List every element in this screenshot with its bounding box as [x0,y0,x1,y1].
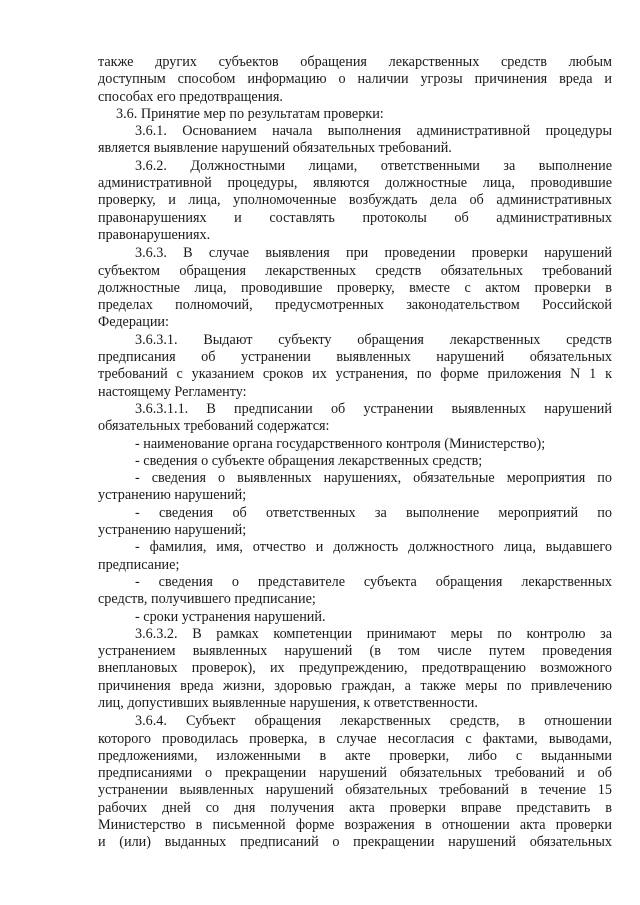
list-item: - сведения о представителе субъекта обращения лекарственных [135,573,612,590]
paragraph-start: 3.6.3.2. В рамках компетенции принимают меры по контролю за [135,625,612,642]
text-line: настоящему Регламенту: [98,383,247,400]
list-item: - сроки устранения нарушений. [135,608,326,625]
text-line: причинения вреда жизни, здоровью граждан, а также меры по привлечению [98,677,612,694]
text-line: средств, получившего предписание; [98,591,316,608]
text-line: также других субъектов обращения лекарственных средств любым [98,54,612,70]
paragraph-start: 3.6.3.1.1. В предписании об устранении выявленных нарушений [135,400,612,417]
text-line: которого проводилась проверка, в случае несогласия с фактами, выводами, [98,730,612,747]
list-item: - наименование органа государственного контроля (Министерство); [135,435,546,452]
text-line: устранением выявленных нарушений (в том числе путем проведения [98,643,612,660]
text-line: Министерство в письменной форме возражения в отношении акта проверки [98,817,612,834]
text-line: субъектом обращения лекарственных средств обязательных требований [98,262,612,279]
paragraph-start: 3.6.2. Должностными лицами, ответственными за выполнение [135,157,612,174]
text-line: Федерации: [98,314,169,331]
text-line: устранении выявленных нарушений обязательных требований в течение 15 [98,782,612,799]
paragraph-start: 3.6.3. В случае выявления при проведении проверки нарушений [135,245,612,262]
text-line: предписаниями о прекращении нарушений обязательных требований и об [98,765,612,782]
text-line: внеплановых проверок), их предупреждению, предотвращению возможного [98,660,612,677]
paragraph-start: 3.6.3.1. Выдают субъекту обращения лекарственных средств [135,331,612,348]
text-line: проверку, и лица, уполномоченные возбуждать дела об административных [98,192,612,209]
text-line: рабочих дней со дня получения акта проверки вправе представить в [98,799,612,816]
text-line: предписания об устранении выявленных нарушений обязательных [98,349,612,366]
text-line: предложениями, изложенными в акте проверки, либо с выданными [98,747,612,764]
list-item: - сведения об ответственных за выполнение мероприятий по [135,504,612,521]
text-line: требований с указанием сроков их устранения, по форме приложения N 1 к [98,366,612,383]
text-line: устранению нарушений; [98,522,247,539]
text-line: правонарушениях и составлять протоколы об административных [98,209,612,226]
paragraph-start: 3.6.4. Субъект обращения лекарственных средств, в отношении [135,713,612,730]
text-line: административной процедуры, являются должностные лица, проводившие [98,175,612,192]
text-line: пределах полномочий, предусмотренных законодательством Российской [98,297,612,314]
text-line: и (или) выданных предписаний о прекращении нарушений обязательных [98,834,612,851]
list-item: - фамилия, имя, отчество и должность должностного лица, выдавшего [135,539,612,556]
text-line: правонарушениях. [98,226,211,243]
text-line: обязательных требований содержатся: [98,418,330,435]
text-line: доступным способом информацию о наличии угрозы причинения вреда и [98,71,612,88]
text-line: устранению нарушений; [98,487,247,504]
text-line: должностные лица, проводившие проверку, вместе с актом проверки в [98,279,612,296]
list-item: - сведения о субъекте обращения лекарственных средств; [135,452,483,469]
list-item: - сведения о выявленных нарушениях, обязательные мероприятия по [135,470,612,487]
text-line: является выявление нарушений обязательных требований. [98,140,452,157]
text-line: предписание; [98,556,180,573]
section-heading: 3.6. Принятие мер по результатам проверки: [116,105,384,122]
text-line: лиц, допустивших выявленные нарушения, к ответственности. [98,694,478,711]
paragraph-start: 3.6.1. Основанием начала выполнения административной процедуры [135,123,612,140]
text-line: способах его предотвращения. [98,88,283,105]
